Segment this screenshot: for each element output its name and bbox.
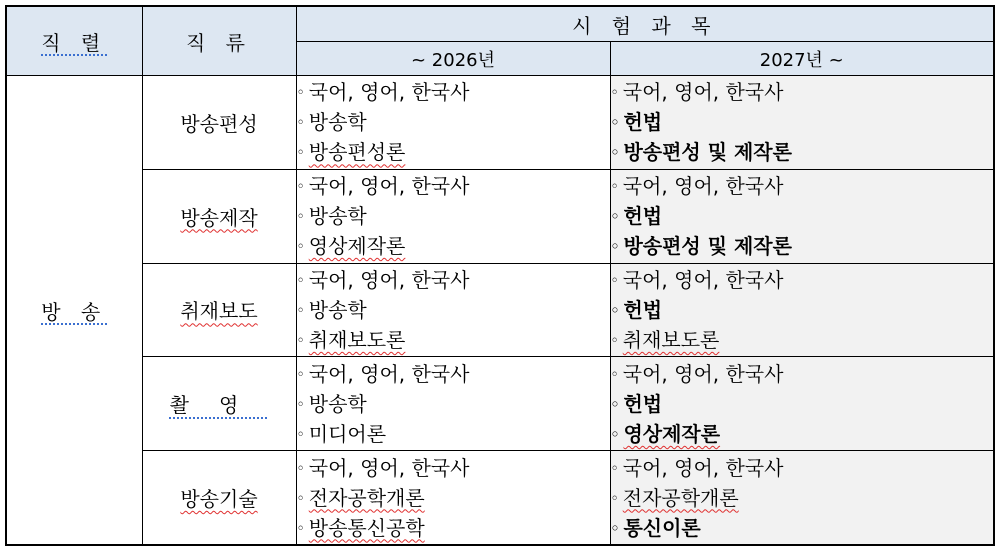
table-row [6,76,994,170]
job-label: 방송제작 [180,205,258,230]
subject-item: ◦ 방송통신공학 [296,515,425,540]
bullet-icon: ◦ [296,179,305,196]
bullet-icon: ◦ [610,396,620,413]
job-label: 촬영 [169,393,269,418]
subject-item: ◦ 국어, 영어, 한국사 [296,80,470,105]
subject-item: ◦ 전자공학개론 [296,485,425,510]
header-period-new: 2027년 ~ [610,42,994,76]
bullet-icon: ◦ [610,179,619,196]
subject-item: ◦ 국어, 영어, 한국사 [610,267,784,292]
subject-item: ◦ 영상제작론 [296,234,406,259]
subject-item: ◦ 취재보도론 [610,327,720,352]
old-subjects-cell [296,263,610,357]
new-subjects-cell [610,169,994,263]
bullet-icon: ◦ [296,145,305,162]
bullet-icon: ◦ [296,520,305,537]
job-cell [142,76,296,170]
old-subjects-cell [296,76,610,170]
bullet-icon: ◦ [610,332,619,349]
bullet-icon: ◦ [296,460,305,477]
subject-item: ◦ 미디어론 [296,421,387,446]
subject-item: ◦ 헌법 [610,391,663,416]
header-subjects-label: 시 험 과 목 [572,13,718,38]
old-subjects-cell [296,357,610,451]
subject-item: ◦ 영상제작론 [610,421,721,446]
table-row [6,357,994,451]
job-cell [142,263,296,357]
rank-value: 방 송 [41,299,108,324]
subject-item: ◦ 방송학 [296,110,367,135]
subject-item: ◦ 국어, 영어, 한국사 [610,361,784,386]
subject-item: ◦ 국어, 영어, 한국사 [296,267,470,292]
header-period-old: ~ 2026년 [296,42,610,76]
table-row [6,169,994,263]
bullet-icon: ◦ [296,115,305,132]
bullet-icon: ◦ [610,85,619,102]
subject-item: ◦ 국어, 영어, 한국사 [610,80,784,105]
subject-item: ◦ 방송편성 및 제작론 [610,140,792,165]
bullet-icon: ◦ [296,302,305,319]
old-subjects-cell [296,451,610,545]
subject-item: ◦ 헌법 [610,110,663,135]
subject-item: ◦ 국어, 영어, 한국사 [610,455,784,480]
subject-item: ◦ 헌법 [610,204,663,229]
bullet-icon: ◦ [296,396,305,413]
subject-item: ◦ 전자공학개론 [610,485,739,510]
job-label: 방송기술 [180,487,258,512]
subject-item: ◦ 국어, 영어, 한국사 [296,174,470,199]
table-row [6,451,994,545]
job-cell [142,169,296,263]
bullet-icon: ◦ [296,209,305,226]
bullet-icon: ◦ [296,490,305,507]
subject-item: ◦ 국어, 영어, 한국사 [296,361,470,386]
header-rank [6,6,142,76]
header-rank-label: 직 렬 [41,30,108,55]
rank-cell [6,76,142,546]
subject-item: ◦ 방송학 [296,297,367,322]
bullet-icon: ◦ [296,85,305,102]
exam-subjects-table [5,5,995,546]
bullet-icon: ◦ [610,490,619,507]
new-subjects-cell [610,76,994,170]
header-job-label: 직 류 [186,30,252,55]
bullet-icon: ◦ [610,460,619,477]
subject-item: ◦ 방송학 [296,391,367,416]
subject-item: ◦ 국어, 영어, 한국사 [610,174,784,199]
bullet-icon: ◦ [610,302,620,319]
header-job [142,6,296,76]
job-label: 취재보도 [180,299,258,324]
bullet-icon: ◦ [610,115,620,132]
subject-item: ◦ 통신이론 [610,515,701,540]
bullet-icon: ◦ [610,239,620,256]
old-subjects-cell [296,169,610,263]
bullet-icon: ◦ [296,332,305,349]
subject-item: ◦ 국어, 영어, 한국사 [296,455,470,480]
new-subjects-cell [610,357,994,451]
job-cell [142,451,296,545]
bullet-icon: ◦ [610,520,620,537]
bullet-icon: ◦ [610,426,620,443]
new-subjects-cell [610,451,994,545]
new-subjects-cell [610,263,994,357]
header-subjects [296,6,994,42]
bullet-icon: ◦ [610,209,620,226]
job-label: 방송편성 [180,111,258,136]
bullet-icon: ◦ [296,272,305,289]
job-cell [142,357,296,451]
bullet-icon: ◦ [610,145,620,162]
table-row [6,263,994,357]
bullet-icon: ◦ [610,366,619,383]
subject-item: ◦ 방송학 [296,204,367,229]
bullet-icon: ◦ [296,366,305,383]
bullet-icon: ◦ [610,272,619,289]
subject-item: ◦ 헌법 [610,297,663,322]
bullet-icon: ◦ [296,426,305,443]
subject-item: ◦ 취재보도론 [296,327,406,352]
subject-item: ◦ 방송편성론 [296,140,406,165]
subject-item: ◦ 방송편성 및 제작론 [610,234,792,259]
bullet-icon: ◦ [296,239,305,256]
